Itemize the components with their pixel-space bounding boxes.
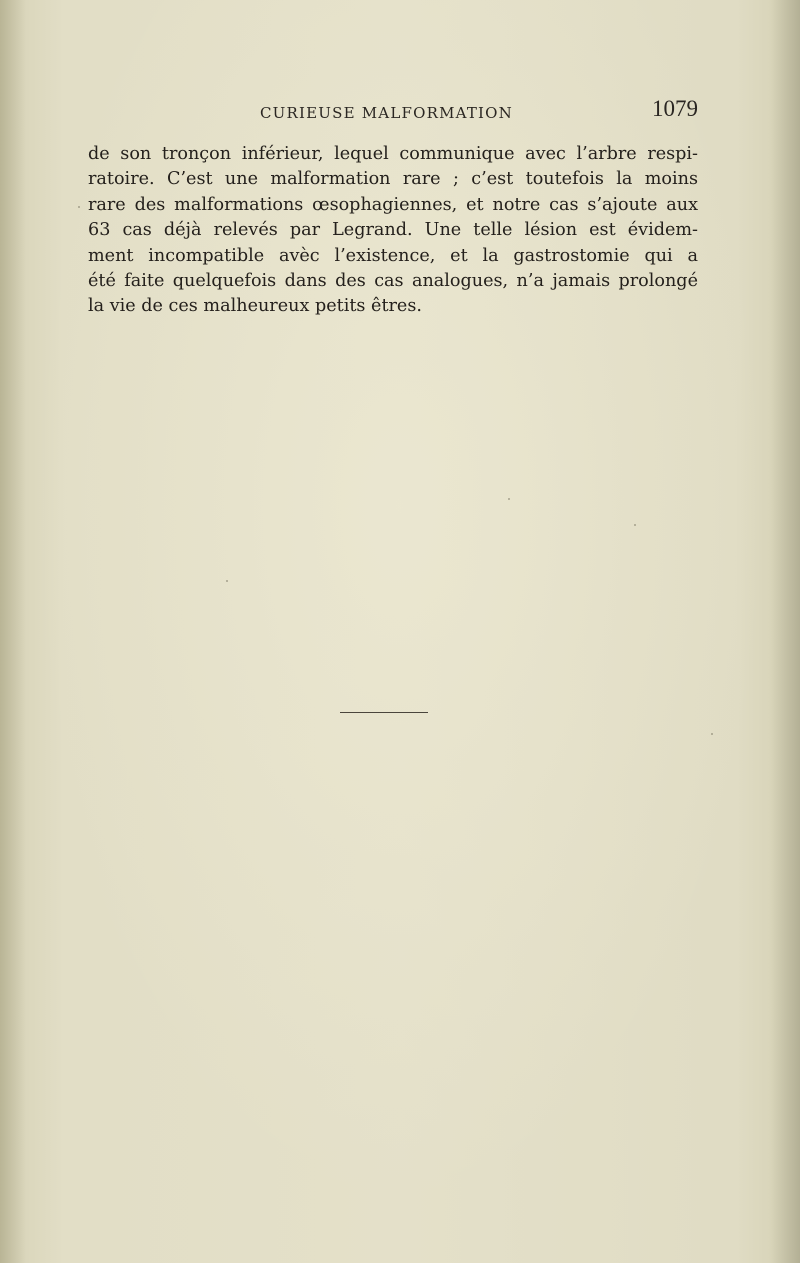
spine-shadow	[0, 0, 26, 1263]
end-of-text-rule	[340, 712, 428, 713]
text-line: ment incompatible avèc l’existence, et la gastrostomie qui a	[88, 245, 698, 266]
paper-speck	[711, 733, 713, 735]
page-edge-shadow	[770, 0, 800, 1263]
text-line: rare des malformations œsophagiennes, et notre cas s’ajoute aux	[88, 194, 698, 215]
text-line: ratoire. C’est une malformation rare ; c’est toutefois la moins	[88, 169, 698, 190]
text-line: été faite quelquefois dans des cas analogues, n’a jamais prolongé	[88, 270, 698, 291]
paper-speck	[78, 206, 80, 208]
text-line: la vie de ces malheureux petits êtres.	[88, 296, 422, 317]
paper-speck	[226, 580, 228, 582]
running-title: CURIEUSE MALFORMATION	[260, 104, 513, 122]
page-header	[88, 94, 698, 128]
text-line: de son tronçon inférieur, lequel communique avec l’arbre respi-	[88, 144, 698, 164]
paper-speck	[634, 524, 636, 526]
text-line: 63 cas déjà relevés par Legrand. Une telle lésion est évidem-	[88, 220, 698, 241]
body-paragraph	[88, 142, 698, 320]
paper-speck	[508, 498, 510, 500]
page-number: 1079	[652, 96, 698, 121]
